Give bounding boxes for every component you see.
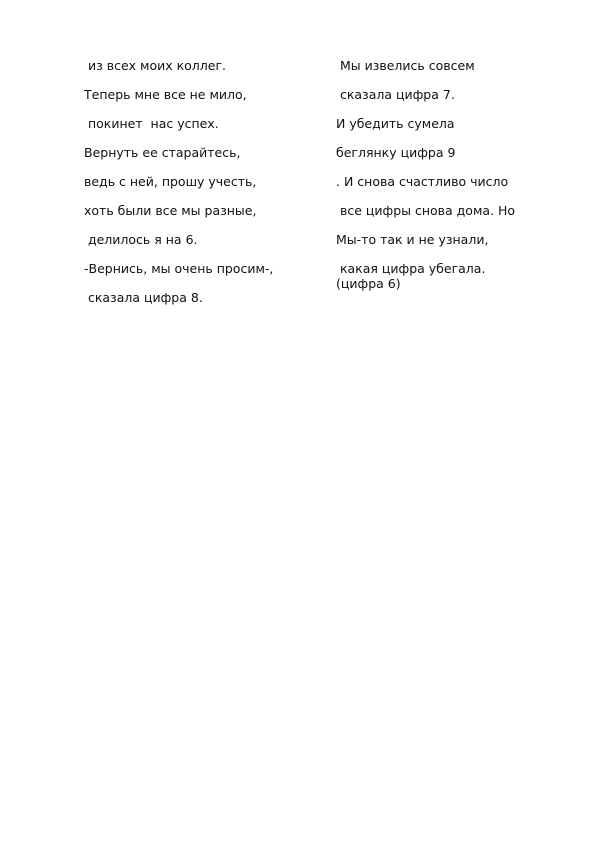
poem-line: делилось я на 6. [84,232,198,247]
poem-line: ведь с ней, прошу учесть, [84,174,257,189]
poem-right-column [336,58,586,305]
poem-line: беглянку цифра 9 [336,145,456,160]
poem-left-column [84,58,324,319]
poem-line: . И снова счастливо число [336,174,509,189]
poem-line: все цифры снова дома. Но [336,203,516,218]
poem-line: Вернуть ее старайтесь, [84,145,241,160]
poem-line: покинет нас успех. [84,116,219,131]
poem-line: сказала цифра 8. [84,290,203,305]
poem-line: И убедить сумела [336,116,455,131]
poem-line: какая цифра убегала. [336,261,486,276]
poem-line: Мы извелись совсем [336,58,475,73]
poem-line: сказала цифра 7. [336,87,455,102]
poem-line: Мы-то так и не узнали, [336,232,489,247]
poem-line: (цифра 6) [336,276,401,291]
poem-line: Теперь мне все не мило, [84,87,247,102]
poem-line: хоть были все мы разные, [84,203,257,218]
poem-line: -Вернись, мы очень просим-, [84,261,274,276]
poem-line: из всех моих коллег. [84,58,226,73]
